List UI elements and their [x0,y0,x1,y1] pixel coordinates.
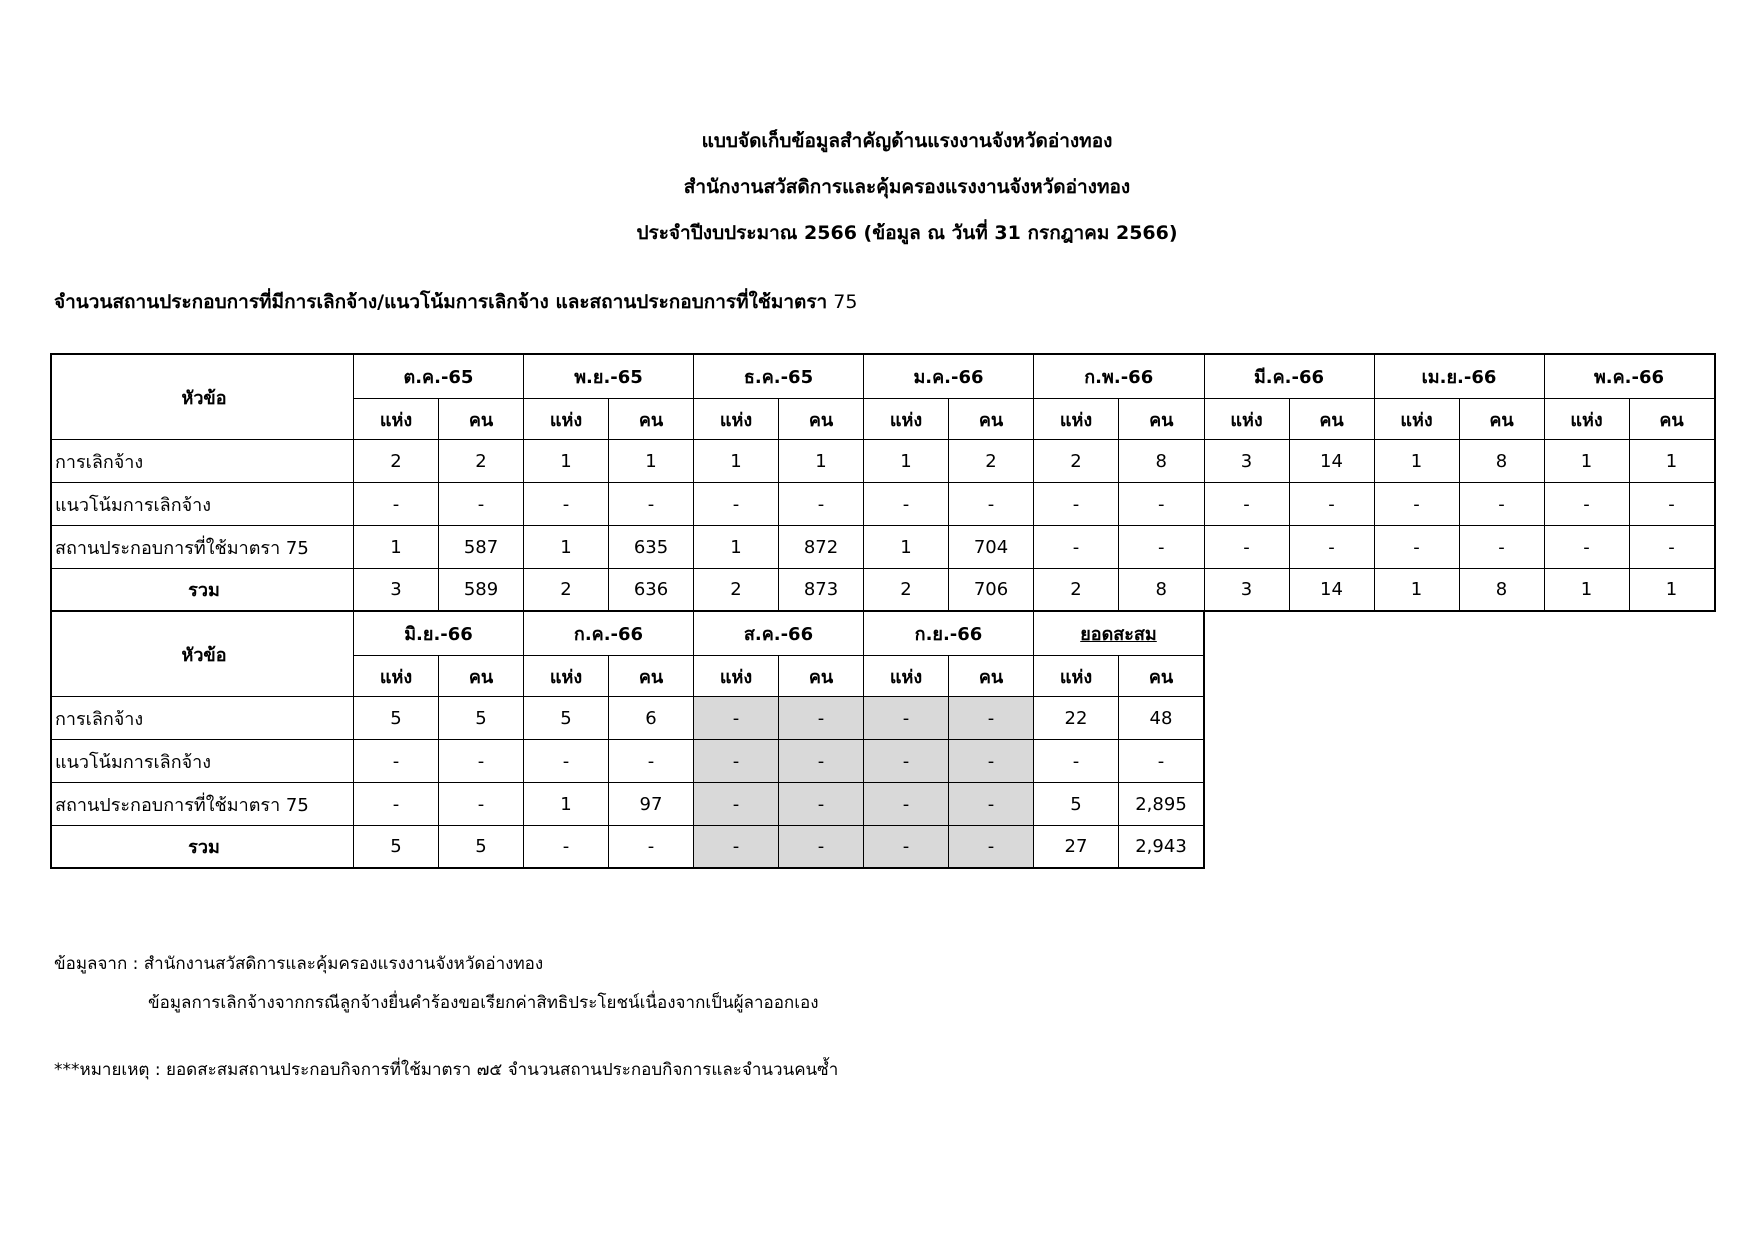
table-cell: - [949,826,1034,869]
table-cell: - [694,783,779,826]
remark-note: ***หมายเหตุ : ยอดสะสมสถานประกอบกิจการที่ใช้มาตรา ๗๕ จำนวนสถานประกอบกิจการและจำนวนคนซ้ำ [54,1060,839,1080]
table-cell: 1 [354,526,439,569]
unit-person-header: คน [1289,399,1374,440]
agency-name: สำนักงานสวัสดิการและคุ้มครองแรงงานจังหวัดอ่างทอง [683,176,1131,198]
unit-place-header: แห่ง [1034,399,1119,440]
table-cell: - [864,826,949,869]
table-cell: 48 [1119,697,1205,740]
month-header: ก.ย.-66 [864,611,1034,656]
row-label-total: รวม [51,826,354,869]
table-cell: - [1544,483,1629,526]
unit-person-header: คน [1119,656,1205,697]
table-cell: 5 [439,826,524,869]
table-cell: 97 [609,783,694,826]
table-cell: - [1034,740,1119,783]
table-cell: 587 [439,526,524,569]
table-cell: 27 [1034,826,1119,869]
table-cell: - [779,740,864,783]
table-cell: 22 [1034,697,1119,740]
table-cell: 1 [1629,569,1715,612]
unit-place-header: แห่ง [354,399,439,440]
unit-person-header: คน [779,656,864,697]
row-label: สถานประกอบการที่ใช้มาตรา 75 [51,783,354,826]
table-cell: 8 [1119,569,1205,612]
row-label: การเลิกจ้าง [51,440,354,483]
table-cell: - [864,740,949,783]
table-cell: 1 [524,526,609,569]
table-caption [54,287,857,317]
unit-place-header: แห่ง [524,656,609,697]
table-cell: 14 [1289,440,1374,483]
table-cell: - [1374,483,1459,526]
month-header: พ.ค.-66 [1544,354,1715,399]
table-cell: - [354,740,439,783]
table-cell: 1 [1544,440,1629,483]
table-cell: - [949,697,1034,740]
table-cell: - [1289,483,1374,526]
unit-person-header: คน [439,399,524,440]
table-cell: 5 [439,697,524,740]
table-caption-text: จำนวนสถานประกอบการที่มีการเลิกจ้าง/แนวโน้มการเลิกจ้าง และสถานประกอบการที่ใช้มาตรา [54,291,828,313]
table-caption-number: 75 [827,291,858,313]
table-cell: 1 [1629,440,1715,483]
unit-place-header: แห่ง [864,399,949,440]
table-cell: - [779,483,864,526]
table-cell: 635 [609,526,694,569]
table-cell: 14 [1289,569,1374,612]
table-cell: 5 [524,697,609,740]
table-cell: - [1459,526,1544,569]
month-header: มิ.ย.-66 [354,611,524,656]
table-cell: - [864,483,949,526]
table-cell: 5 [354,697,439,740]
table-cell: - [694,483,779,526]
unit-place-header: แห่ง [1204,399,1289,440]
table-cell: - [439,483,524,526]
table-cell: - [1289,526,1374,569]
row-label: แนวโน้มการเลิกจ้าง [51,483,354,526]
table-cell: 2,895 [1119,783,1205,826]
table-cell: 2 [694,569,779,612]
table-cell: - [1629,483,1715,526]
table-cell: 8 [1459,569,1544,612]
unit-place-header: แห่ง [1034,656,1119,697]
table-cell: 1 [779,440,864,483]
report-header [0,118,1754,256]
table-cell: 2 [354,440,439,483]
table-cell: - [1119,740,1205,783]
table-cell: 2 [524,569,609,612]
row-label: สถานประกอบการที่ใช้มาตรา 75 [51,526,354,569]
table-cell: - [524,740,609,783]
table-cell: 636 [609,569,694,612]
table-row [51,569,1715,612]
table-row [51,783,1715,826]
table-cell: - [354,483,439,526]
labor-data-table [50,353,1716,869]
table-row [51,526,1715,569]
table-cell: - [779,697,864,740]
unit-person-header: คน [949,399,1034,440]
table-cell: - [779,783,864,826]
month-header: ม.ค.-66 [864,354,1034,399]
table-row [51,826,1715,869]
table-cell: 1 [524,783,609,826]
table-row [51,740,1715,783]
table-cell: - [779,826,864,869]
table-cell: 5 [1034,783,1119,826]
table-cell: - [609,826,694,869]
table-cell: 1 [524,440,609,483]
table-cell: - [1034,483,1119,526]
data-source-detail: ข้อมูลการเลิกจ้างจากกรณีลูกจ้างยื่นคำร้องขอเรียกค่าสิทธิประโยชน์เนื่องจากเป็นผู้ลาออกเอง [148,993,819,1013]
table-cell: 2,943 [1119,826,1205,869]
table-cell: 872 [779,526,864,569]
fiscal-year-line: ประจำปีงบประมาณ 2566 (ข้อมูล ณ วันที่ 31 กรกฎาคม 2566) [636,222,1178,244]
table-cell: - [949,740,1034,783]
unit-place-header: แห่ง [354,656,439,697]
unit-person-header: คน [609,656,694,697]
table-cell: - [949,783,1034,826]
table-cell: - [1629,526,1715,569]
table-cell: 1 [1544,569,1629,612]
table-cell: 1 [864,440,949,483]
unit-person-header: คน [439,656,524,697]
unit-person-header: คน [949,656,1034,697]
table-cell: 2 [439,440,524,483]
table-cell: 2 [1034,440,1119,483]
table-cell: 1 [694,526,779,569]
report-title: แบบจัดเก็บข้อมูลสำคัญด้านแรงงานจังหวัดอ่างทอง [701,130,1113,152]
table-cell: - [1204,526,1289,569]
table-cell: - [1459,483,1544,526]
table-cell: 1 [1374,569,1459,612]
row-label: การเลิกจ้าง [51,697,354,740]
table-cell: 1 [609,440,694,483]
unit-place-header: แห่ง [694,656,779,697]
table-row [51,697,1715,740]
table-cell: - [1034,526,1119,569]
month-header: ธ.ค.-65 [694,354,864,399]
table-header-row [51,354,1715,399]
unit-person-header: คน [609,399,694,440]
table-cell: - [439,740,524,783]
month-header: มี.ค.-66 [1204,354,1374,399]
table-cell: - [694,697,779,740]
table-header-row [51,611,1715,656]
table-cell: - [1119,483,1205,526]
table-cell: 3 [1204,569,1289,612]
unit-place-header: แห่ง [864,656,949,697]
topic-header: หัวข้อ [51,354,354,440]
table-cell: - [524,483,609,526]
table-cell: 8 [1119,440,1205,483]
table-cell: 1 [694,440,779,483]
table-cell: 1 [1374,440,1459,483]
month-header: ก.พ.-66 [1034,354,1205,399]
table-row [51,483,1715,526]
unit-place-header: แห่ง [1544,399,1629,440]
table-cell: 2 [1034,569,1119,612]
month-header: ส.ค.-66 [694,611,864,656]
table-cell: - [1544,526,1629,569]
cumulative-header: ยอดสะสม [1034,611,1205,656]
table-cell: 706 [949,569,1034,612]
unit-place-header: แห่ง [524,399,609,440]
month-header: พ.ย.-65 [524,354,694,399]
table-cell: 704 [949,526,1034,569]
table-cell: - [1119,526,1205,569]
table-cell: - [694,740,779,783]
unit-place-header: แห่ง [694,399,779,440]
footer-notes [54,950,838,1083]
table-cell: 2 [949,440,1034,483]
table-cell: 2 [864,569,949,612]
table-cell: 1 [864,526,949,569]
unit-person-header: คน [1459,399,1544,440]
unit-person-header: คน [779,399,864,440]
table-cell: - [1204,483,1289,526]
table-cell: - [609,483,694,526]
table-cell: 8 [1459,440,1544,483]
month-header: เม.ย.-66 [1374,354,1544,399]
month-header: ต.ค.-65 [354,354,524,399]
table-cell: - [354,783,439,826]
row-label: แนวโน้มการเลิกจ้าง [51,740,354,783]
table-cell: - [864,697,949,740]
unit-person-header: คน [1119,399,1205,440]
month-header: ก.ค.-66 [524,611,694,656]
table-cell: 3 [354,569,439,612]
table-cell: 6 [609,697,694,740]
table-cell: - [694,826,779,869]
data-source: ข้อมูลจาก : สำนักงานสวัสดิการและคุ้มครองแรงงานจังหวัดอ่างทอง [54,954,544,974]
table-cell: - [1374,526,1459,569]
row-label-total: รวม [51,569,354,612]
table-cell: - [439,783,524,826]
topic-header: หัวข้อ [51,611,354,697]
table-cell: 589 [439,569,524,612]
table-cell: - [864,783,949,826]
table-cell: 5 [354,826,439,869]
unit-person-header: คน [1629,399,1715,440]
table-cell: 873 [779,569,864,612]
table-cell: - [609,740,694,783]
unit-place-header: แห่ง [1374,399,1459,440]
table-cell: - [949,483,1034,526]
table-cell: - [524,826,609,869]
table-cell: 3 [1204,440,1289,483]
table-row [51,440,1715,483]
